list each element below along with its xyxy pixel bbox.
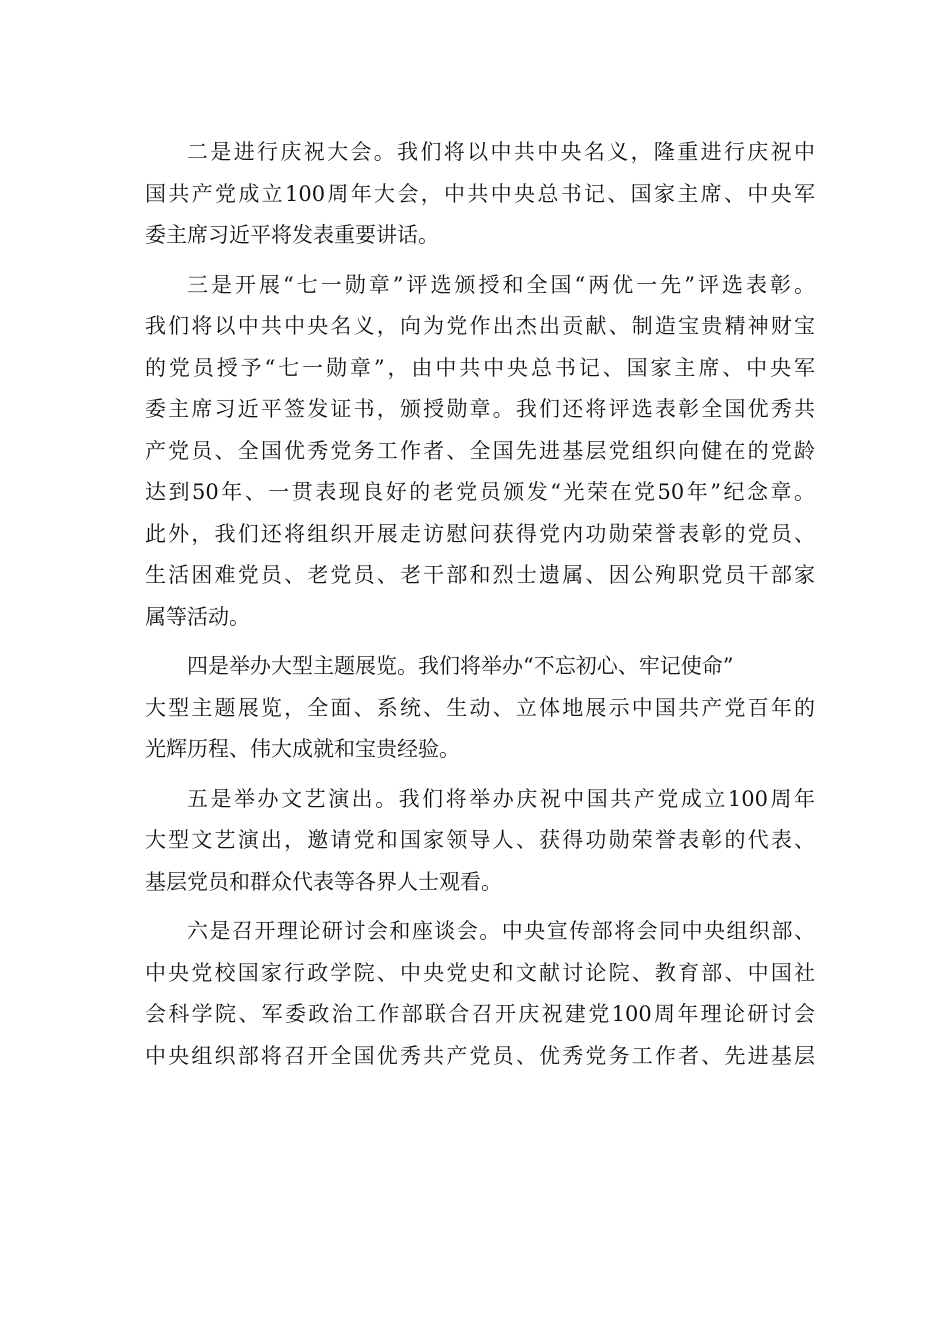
- paragraph-line: 委主席习近平签发证书，颁授勋章。我们还将评选表彰全国优秀共: [145, 397, 815, 421]
- paragraph-line: 五是举办文艺演出。我们将举办庆祝中国共产党成立100周年: [187, 786, 815, 811]
- document-body: [145, 132, 815, 1085]
- paragraph-line: 二是进行庆祝大会。我们将以中共中央名义，隆重进行庆祝中: [187, 140, 815, 164]
- paragraph-line: 生活困难党员、老党员、老干部和烈士遗属、因公殉职党员干部家: [145, 563, 815, 587]
- paragraph-line: 国共产党成立100周年大会，中共中央总书记、国家主席、中央军: [145, 181, 815, 206]
- paragraph-theme-exhibition: [145, 646, 815, 771]
- paragraph-line: 委主席习近平将发表重要讲话。: [145, 223, 439, 247]
- paragraph-line: 大型文艺演出，邀请党和国家领导人、获得功勋荣誉表彰的代表、: [145, 828, 815, 852]
- paragraph-line: 四是举办大型主题展览。我们将举办“不忘初心、牢记使命”: [187, 654, 734, 678]
- paragraph-line: 六是召开理论研讨会和座谈会。中央宣传部将会同中央组织部、: [187, 919, 815, 943]
- paragraph-line: 此外，我们还将组织开展走访慰问获得党内功勋荣誉表彰的党员、: [145, 521, 815, 546]
- paragraph-line: 大型主题展览，全面、系统、生动、立体地展示中国共产党百年的: [145, 695, 815, 720]
- paragraph-line: 光辉历程、伟大成就和宝贵经验。: [145, 737, 460, 761]
- paragraph-art-performance: [145, 779, 815, 904]
- paragraph-line: 属等活动。: [145, 604, 250, 629]
- paragraph-line: 基层党员和群众代表等各界人士观看。: [145, 869, 502, 894]
- paragraph-line: 的党员授予“七一勋章”，由中共中央总书记、国家主席、中央军: [145, 355, 815, 380]
- paragraph-line: 中央党校国家行政学院、中央党史和文献讨论院、教育部、中国社: [145, 960, 815, 985]
- paragraph-line: 我们将以中共中央名义，向为党作出杰出贡献、制造宝贵精神财宝: [145, 314, 815, 338]
- paragraph-medal-awards: [145, 265, 815, 639]
- paragraph-line: 三是开展“七一勋章”评选颁授和全国“两优一先”评选表彰。: [187, 272, 815, 297]
- paragraph-celebration-conference: [145, 132, 815, 257]
- paragraph-line: 会科学院、军委政治工作部联合召开庆祝建党100周年理论研讨会: [145, 1002, 815, 1026]
- paragraph-line: 达到50年、一贯表现良好的老党员颁发“光荣在党50年”纪念章。: [145, 480, 815, 504]
- paragraph-theory-seminar: [145, 911, 815, 1077]
- paragraph-line: 产党员、全国优秀党务工作者、全国先进基层党组织向健在的党龄: [145, 438, 815, 463]
- paragraph-line: 中央组织部将召开全国优秀共产党员、优秀党务工作者、先进基层: [145, 1043, 815, 1068]
